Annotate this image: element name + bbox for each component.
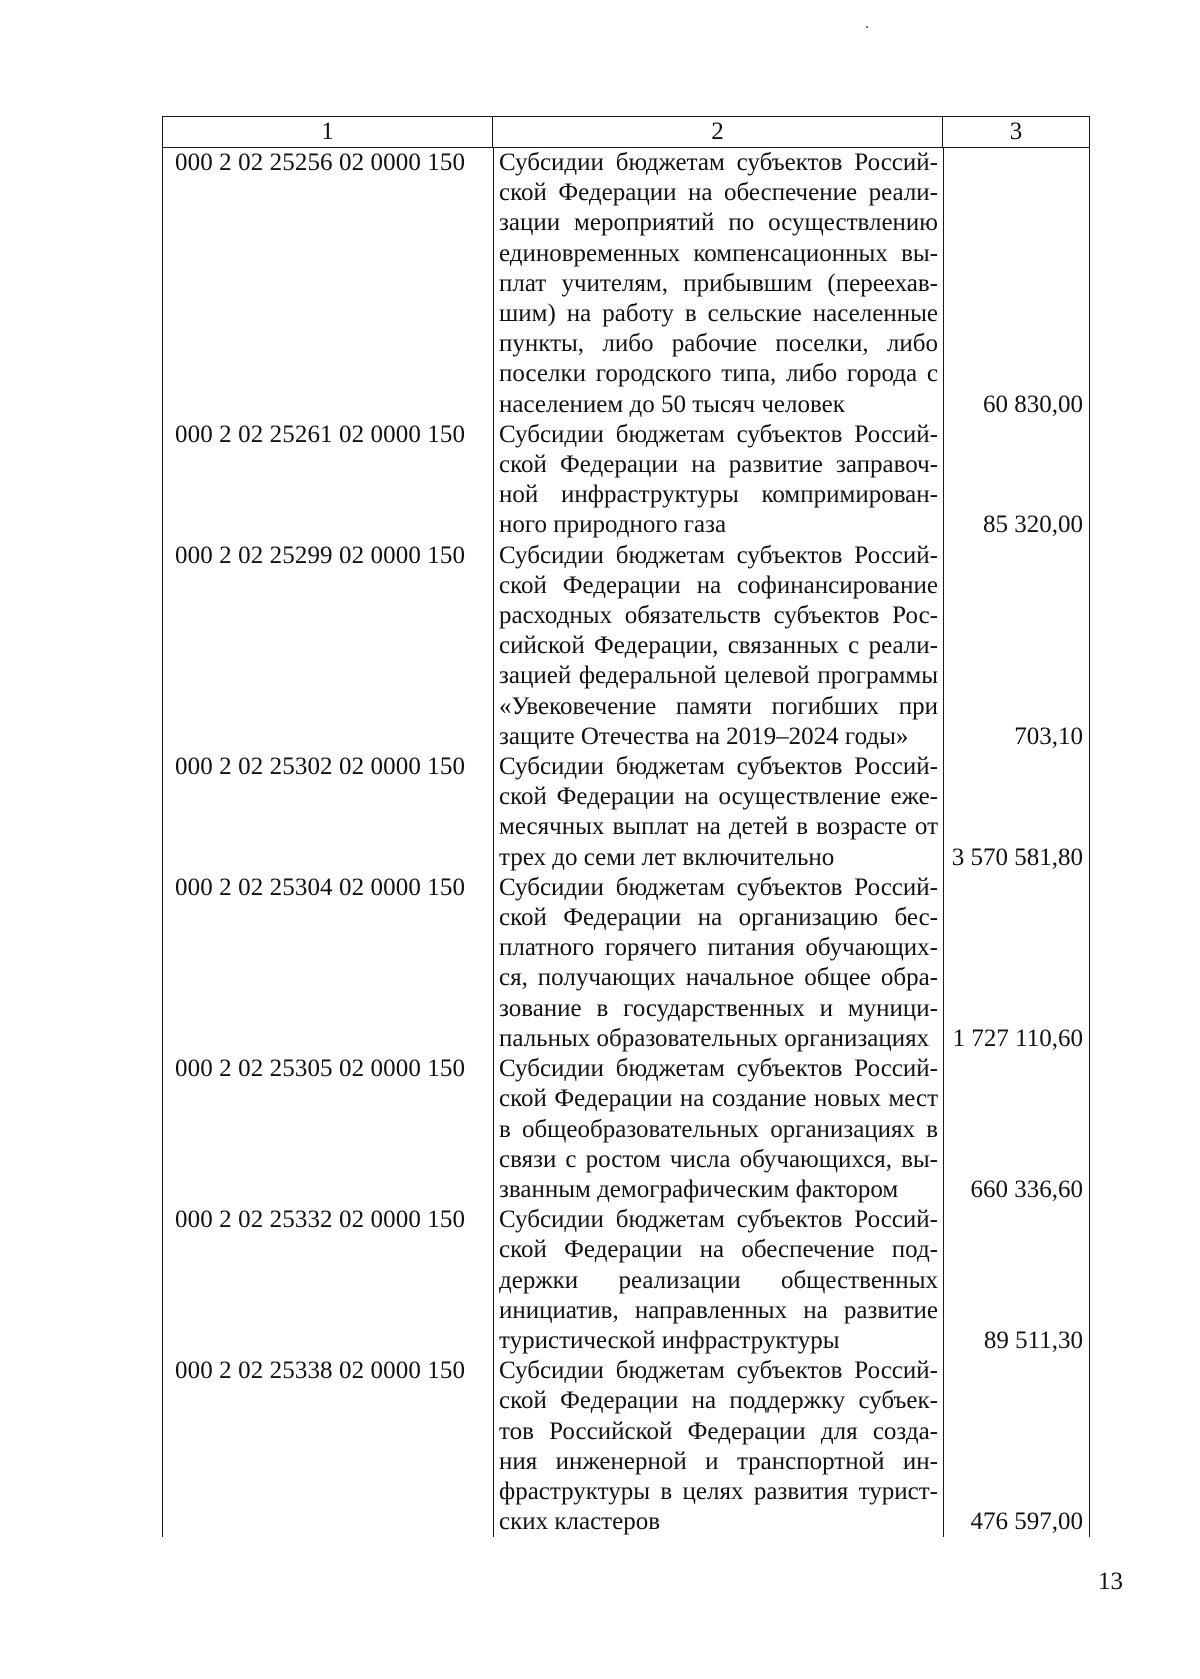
description-line: ской Федерации на создание новых мест [499,1085,938,1113]
scan-speck [866,26,868,28]
table-row [163,148,1089,420]
amount-value: 1 727 110,60 [952,1024,1083,1052]
budget-table [162,116,1090,1537]
description-line: ских кластеров [499,1508,661,1536]
table-row [163,873,1089,1054]
description-line: единовременных компенсационных вы- [499,239,938,267]
budget-code: 000 2 02 25302 02 0000 150 [175,753,466,781]
income-description [493,420,943,541]
budget-code: 000 2 02 25299 02 0000 150 [175,541,466,569]
budget-code: 000 2 02 25332 02 0000 150 [175,1206,466,1234]
amount-value: 703,10 [1014,722,1083,750]
column-header-2: 2 [493,117,943,147]
amount-value: 476 597,00 [970,1508,1083,1536]
amount-value: 60 830,00 [983,390,1083,418]
description-line: ской Федерации на развитие заправоч- [499,451,938,479]
description-line: связи с ростом числа обучающихся, вы- [499,1145,938,1173]
description-line: зацией федеральной целевой программы [499,662,938,690]
description-line: тов Российской Федерации для созда- [499,1417,938,1445]
amount-value: 660 336,60 [970,1175,1083,1203]
description-line: ской Федерации на обеспечение под- [499,1236,938,1264]
income-description [493,752,943,873]
table-row [163,1356,1089,1537]
description-line: платного горячего питания обучающих- [499,934,938,962]
description-line: расходных обязательств субъектов Рос- [499,602,938,630]
amount-cell [943,148,1089,420]
income-description [493,1205,943,1356]
column-header-1: 1 [163,117,493,147]
description-line: Субсидии бюджетам субъектов Россий- [499,1206,938,1234]
description-line: месячных выплат на детей в возрасте от [499,813,938,841]
description-line: защите Отечества на 2019–2024 годы» [499,722,909,750]
description-line: Субсидии бюджетам субъектов Россий- [499,149,938,176]
description-line: «Увековечение памяти погибших при [499,692,938,720]
table-header-row [163,117,1089,148]
description-line: Субсидии бюджетам субъектов Россий- [499,873,938,901]
budget-code: 000 2 02 25305 02 0000 150 [175,1055,466,1083]
description-line: ной инфраструктуры компримирован- [499,481,938,509]
table-row [163,752,1089,873]
description-line: фраструктуры в целях развития турист- [499,1477,938,1505]
table-body [163,148,1089,1537]
amount-cell [943,752,1089,873]
description-line: ся, получающих начальное общее обра- [499,964,938,992]
description-line: плат учителям, прибывшим (переехав- [499,269,938,297]
description-line: поселки городского типа, либо города с [499,360,938,388]
description-line: населением до 50 тысяч человек [499,390,845,418]
income-description [493,541,943,752]
amount-value: 3 570 581,80 [951,843,1083,871]
description-line: зации мероприятий по осуществлению [499,209,938,237]
description-line: сийской Федерации, связанных с реали- [499,632,938,660]
description-line: пальных образовательных организациях [499,1024,930,1052]
income-description [493,148,943,420]
description-line: зование в государственных и муници- [499,994,938,1022]
table-row [163,1205,1089,1356]
description-line: Субсидии бюджетам субъектов Россий- [499,1357,938,1385]
description-line: ской Федерации на обеспечение реали- [499,179,938,207]
table-row [163,1054,1089,1205]
page-number: 13 [1098,1568,1123,1595]
budget-code: 000 2 02 25304 02 0000 150 [175,873,466,901]
amount-cell [943,1205,1089,1356]
amount-value: 85 320,00 [983,511,1083,539]
income-description [493,1356,943,1537]
description-line: ного природного газа [499,511,727,539]
description-line: Субсидии бюджетам субъектов Россий- [499,420,938,448]
description-line: званным демографическим фактором [499,1175,899,1203]
table-row [163,420,1089,541]
budget-code: 000 2 02 25256 02 0000 150 [175,149,466,176]
income-description [493,873,943,1054]
description-line: Субсидии бюджетам субъектов Россий- [499,541,938,569]
description-line: в общеобразовательных организациях в [499,1115,938,1143]
description-line: держки реализации общественных [499,1266,938,1294]
description-line: пункты, либо рабочие поселки, либо [499,330,938,358]
description-line: ния инженерной и транспортной ин- [499,1447,938,1475]
description-line: трех до семи лет включительно [499,843,835,871]
description-line: Субсидии бюджетам субъектов Россий- [499,1055,938,1083]
budget-code: 000 2 02 25338 02 0000 150 [175,1357,466,1385]
amount-cell [943,873,1089,1054]
table-row [163,541,1089,752]
description-line: ской Федерации на софинансирование [499,571,938,599]
budget-code: 000 2 02 25261 02 0000 150 [175,420,466,448]
amount-value: 89 511,30 [983,1326,1083,1354]
description-line: ской Федерации на поддержку субъек- [499,1387,938,1415]
amount-cell [943,1356,1089,1537]
description-line: ской Федерации на осуществление еже- [499,783,938,811]
amount-cell [943,1054,1089,1205]
description-line: туристической инфраструктуры [499,1326,840,1354]
description-line: инициатив, направленных на развитие [499,1296,938,1324]
description-line: шим) на работу в сельские населенные [499,300,938,328]
amount-cell [943,420,1089,541]
income-description [493,1054,943,1205]
amount-cell [943,541,1089,752]
description-line: Субсидии бюджетам субъектов Россий- [499,753,938,781]
column-header-3: 3 [1009,118,1023,145]
description-line: ской Федерации на организацию бес- [499,904,938,932]
